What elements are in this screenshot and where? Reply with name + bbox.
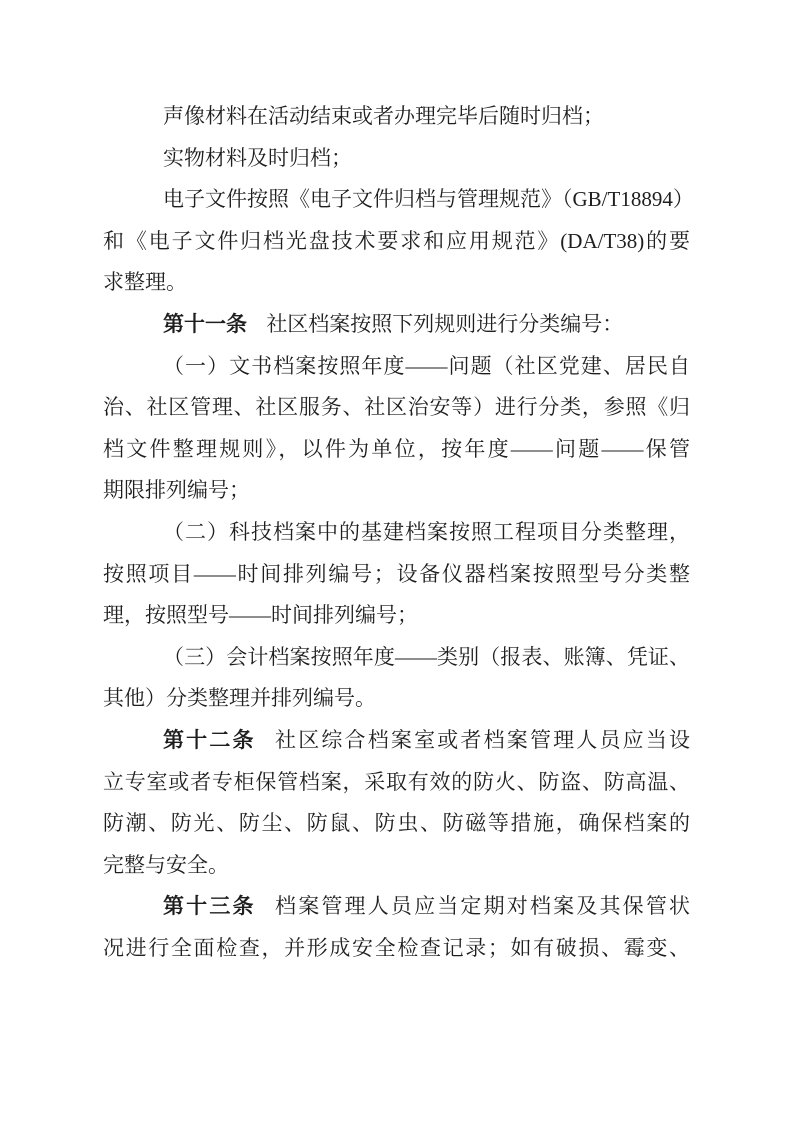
text-line: 实物材料及时归档；	[163, 145, 352, 170]
paragraph-text: 社区综合档案室或者档案管理人员应当设	[275, 727, 690, 752]
text-line: 理，按照型号——时间排列编号；	[103, 603, 418, 628]
text-line: 声像材料在活动结束或者办理完毕后随时归档；	[163, 104, 604, 128]
text-line	[103, 720, 690, 762]
paragraph	[103, 720, 690, 886]
text-line: 档文件整理规则》，以件为单位，按年度——问题——保管	[103, 436, 690, 461]
text-line: 和《电子文件归档光盘技术要求和应用规范》(DA/T38)的要	[103, 228, 690, 253]
text-line: 立专室或者专柜保管档案，采取有效的防火、防盗、防高温、	[103, 769, 690, 794]
paragraph	[103, 179, 694, 304]
article-number: 第十三条	[163, 894, 256, 919]
paragraph-text: 档案管理人员应当定期对档案及其保管状	[275, 894, 690, 919]
text-line: （二）科技档案中的基建档案按照工程项目分类整理，	[163, 519, 690, 544]
article-number: 第十一条	[163, 311, 247, 336]
article-number: 第十二条	[163, 727, 256, 752]
paragraph	[103, 138, 690, 180]
text-line: 防潮、防光、防尘、防鼠、防虫、防磁等措施，确保档案的	[103, 811, 690, 836]
paragraph	[103, 304, 690, 346]
text-line: 完整与安全。	[103, 852, 229, 877]
text-line: 治、社区管理、社区服务、社区治安等）进行分类，参照《归	[103, 395, 690, 420]
text-line: （三）会计档案按照年度——类别（报表、账簿、凭证、	[163, 644, 690, 669]
text-line: 电子文件按照《电子文件归档与管理规范》（GB/T18894）	[163, 187, 694, 212]
paragraph-text: 社区档案按照下列规则进行分类编号：	[266, 311, 624, 336]
text-line: 求整理。	[103, 270, 187, 295]
text-line: 按照项目——时间排列编号；设备仪器档案按照型号分类整	[103, 561, 690, 586]
text-line: （一）文书档案按照年度——问题（社区党建、居民自	[163, 353, 690, 378]
text-line: 期限排列编号；	[103, 478, 250, 503]
text-line: 况进行全面检查，并形成安全检查记录；如有破损、霉变、	[103, 935, 690, 960]
text-line	[103, 886, 690, 928]
text-line	[103, 304, 690, 346]
text-block	[103, 96, 694, 969]
paragraph	[103, 346, 690, 512]
paragraph	[103, 512, 690, 637]
paragraph	[103, 96, 690, 138]
paragraph	[103, 637, 690, 720]
paragraph	[103, 886, 690, 969]
text-line: 其他）分类整理并排列编号。	[103, 686, 376, 711]
